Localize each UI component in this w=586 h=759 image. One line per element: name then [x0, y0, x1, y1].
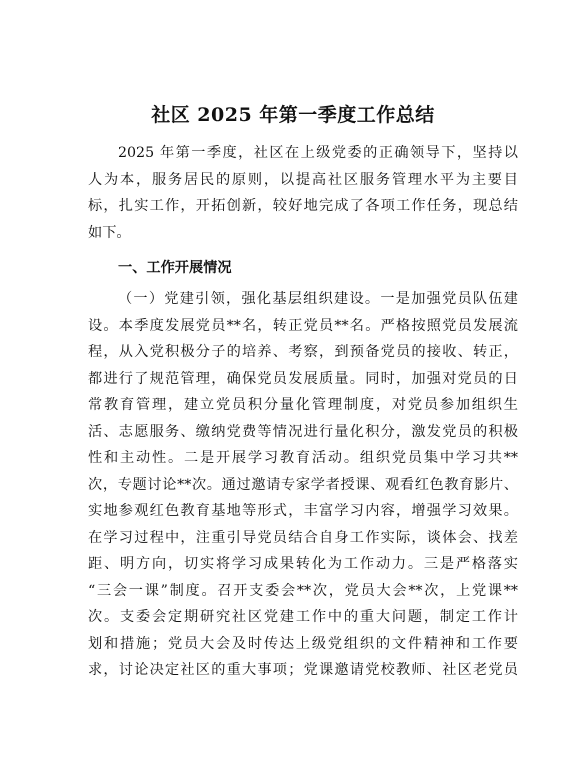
text-line: 求，讨论决定社区的重大事项；党课邀请党校教师、社区老党员 — [88, 662, 518, 678]
text-line: 距、明方向，切实将学习成果转化为工作动力。三是严格落实 — [88, 556, 518, 572]
document-title: 社区 2025 年第一季度工作总结 — [151, 104, 435, 126]
text-line: 次。支委会定期研究社区党建工作中的重大问题，制定工作计 — [88, 609, 518, 625]
text-line: 都进行了规范管理，确保党员发展质量。同时，加强对党员的日 — [88, 370, 518, 387]
text-line: 性和主动性。二是开展学习教育活动。组织党员集中学习共** — [88, 450, 518, 466]
text-line: 如下。 — [88, 224, 131, 241]
text-line: 标，扎实工作，开拓创新，较好地完成了各项工作任务，现总结 — [88, 198, 518, 214]
intro-paragraph — [88, 140, 518, 246]
text-line: 程，从入党积极分子的培养、考察，到预备党员的接收、转正， — [88, 344, 518, 360]
text-line: 划和措施；党员大会及时传达上级党组织的文件精神和工作要 — [88, 635, 518, 652]
text-line: 次，专题讨论**次。通过邀请专家学者授课、观看红色教育影片、 — [88, 476, 518, 493]
text-line: 活、志愿服务、缴纳党费等情况进行量化积分，激发党员的积极 — [88, 423, 518, 440]
text-line: 在学习过程中，注重引导党员结合自身工作实际，谈体会、找差 — [88, 529, 518, 546]
text-line: 人为本，服务居民的原则，以提高社区服务管理水平为主要目 — [88, 171, 518, 188]
text-line: 设。本季度发展党员**名，转正党员**名。严格按照党员发展流 — [88, 317, 518, 334]
text-line: （一）党建引领，强化基层组织建设。一是加强党员队伍建 — [118, 291, 518, 307]
section-paragraph — [88, 286, 518, 684]
text-line: 2025 年第一季度，社区在上级党委的正确领导下，坚持以 — [118, 145, 518, 161]
section-heading: 一、工作开展情况 — [118, 260, 232, 276]
text-line: 实地参观红色教育基地等形式，丰富学习内容，增强学习效果。 — [88, 503, 518, 519]
text-line: 常教育管理，建立党员积分量化管理制度，对党员参加组织生 — [88, 397, 518, 413]
text-line: “三会一课”制度。召开支委会**次，党员大会**次，上党课** — [88, 582, 518, 599]
